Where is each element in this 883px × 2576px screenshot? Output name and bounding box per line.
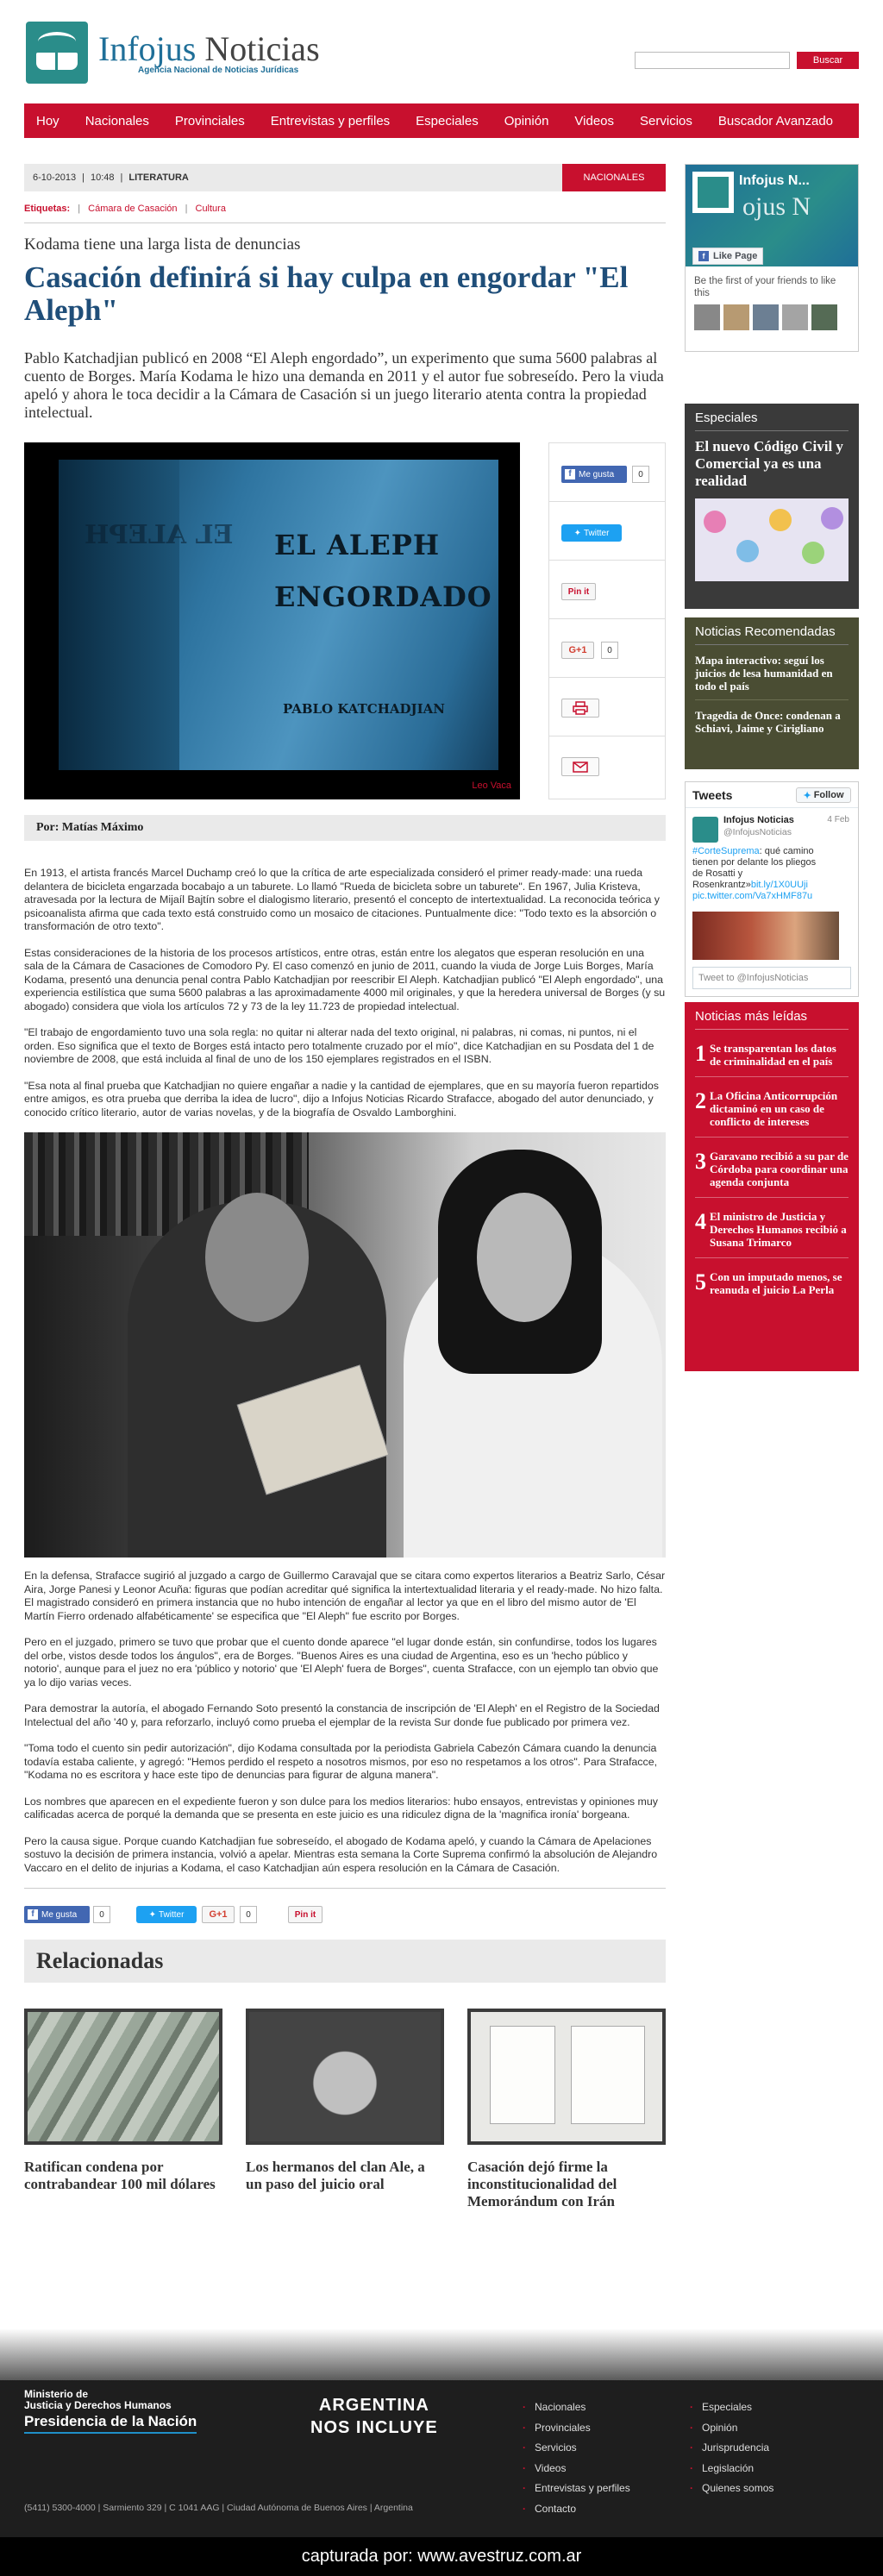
tweet-hashtag[interactable]: #CorteSuprema: [692, 846, 760, 856]
share-row-email: [549, 736, 665, 795]
especiales-headline-link[interactable]: El nuevo Código Civil y Comercial ya es una realidad: [695, 438, 843, 489]
article-paragraph: Pero la causa sigue. Porque cuando Katchadjian fue sobreseído, el abogado de Kodama apeló, y cuando la Cámara de Apelaciones sostuvo la decisión de primera instancia, volvió a apelar. Mientras esta semana la Corte Suprema confirmó la absolución de Alejandro Vaccaro en el delito de injurias a Kodama, el caso Katchadjian aún espera resolución en la Cámara de Casación.: [24, 1834, 658, 1874]
share-row-facebook: [549, 443, 665, 502]
article-tags: [24, 204, 666, 223]
facebook-like-page-button[interactable]: [692, 248, 763, 265]
photo-mirrored-title: EL ALEPH: [85, 520, 234, 550]
footer-links-col1: [523, 2397, 630, 2519]
twitter-bird-icon: ✦: [148, 1909, 156, 1920]
avatar[interactable]: [782, 304, 808, 330]
search-button[interactable]: Buscar: [797, 52, 859, 69]
envelope-icon: [573, 762, 588, 773]
avatar[interactable]: [753, 304, 779, 330]
related-item[interactable]: [24, 2009, 222, 2210]
mas-leidas-text: El ministro de Justicia y Derechos Humanos recibió a Susana Trimarco: [710, 1210, 847, 1249]
twitter-widget: [685, 781, 859, 997]
nav-especiales[interactable]: Especiales: [416, 113, 479, 128]
rank-number: 2: [695, 1088, 706, 1113]
twitter-bird-icon: ✦: [573, 528, 581, 538]
photo-man-head: [205, 1193, 309, 1322]
logo-subtitle: Agencia Nacional de Noticias Jurídicas: [138, 65, 299, 75]
article-paragraph: En la defensa, Strafacce sugirió al juzgado a cargo de Guillermo Caravajal que se citara como expertos literarios a Beatriz Sarlo, César Aira, Jorge Panesi y Leonor Acuña: figuras que podían acreditar qué significa la intertextualidad literaria y el ready-made. No hizo falta. El magistrado consideró en primera instancia que no hubo intención de engañar al lector ya que en el libro del mismo autor de 'El Martín Fierro ordenado alfabéticamente' se especifica que "El Aleph" fue escrito por Borges.: [24, 1570, 666, 1622]
like-page-label: Like Page: [713, 251, 758, 261]
avatar[interactable]: [694, 304, 720, 330]
nav-buscador-avanzado[interactable]: Buscador Avanzado: [717, 113, 834, 128]
search-form: [635, 52, 859, 69]
share-row-pinterest: [549, 561, 665, 619]
mas-leidas-text: Se transparentan los datos de criminalidad en el país: [710, 1042, 836, 1068]
rank-number: 1: [695, 1041, 706, 1066]
related-heading: Relacionadas: [24, 1940, 666, 1983]
recomendada-link[interactable]: Tragedia de Once: condenan a Schiavi, Jaime y Cirigliano: [695, 709, 841, 735]
googleplus-count: 0: [601, 642, 618, 659]
article-column: [24, 164, 666, 2210]
printer-icon: [573, 701, 588, 715]
tag-camara-de-casacion[interactable]: Cámara de Casación: [88, 204, 178, 214]
avatar[interactable]: [723, 304, 749, 330]
rank-number: 3: [695, 1149, 706, 1174]
footer-link-jurisprudencia[interactable]: · Jurisprudencia: [690, 2438, 773, 2459]
article-photo-borges-kodama[interactable]: [24, 1132, 666, 1558]
article-author: Por: Matías Máximo: [24, 815, 666, 841]
tweet-date[interactable]: 4 Feb: [827, 815, 849, 824]
section-tag-nacionales[interactable]: NACIONALES: [562, 164, 666, 191]
article-paragraph: "El trabajo de engordamiento tuvo una sola regla: no quitar ni alterar nada del texto original, ni palabras, ni comas, ni puntos, ni el orden. Eso significa que el texto de Borges está intacto pero totalmente cruzado por el mío", dice Katchadjian en su Posdata del 1 de noviembre de 2008, que está incluida al final de uno de los 150 ejemplares registrados en el ISBN.: [24, 1026, 654, 1065]
facebook-icon: f: [565, 469, 575, 479]
twitter-share-button[interactable]: [561, 524, 622, 542]
especiales-illustration[interactable]: [695, 498, 849, 581]
logo-word-noticias: Noticias: [204, 28, 320, 68]
tweet-pic-link[interactable]: pic.twitter.com/Va7xHMF87u: [692, 891, 813, 901]
facebook-icon: f: [698, 251, 709, 261]
nav-opinion[interactable]: Opinión: [504, 113, 549, 128]
mas-leidas-item[interactable]: [695, 1270, 849, 1305]
footer-link-quienes-somos[interactable]: · Quienes somos: [690, 2479, 773, 2499]
related-thumbnail-crowd: [246, 2009, 444, 2145]
especiales-title: Especiales: [695, 411, 849, 431]
footer-presidencia[interactable]: Presidencia de la Nación: [24, 2413, 197, 2434]
mas-leidas-title: Noticias más leídas: [695, 1009, 849, 1030]
photo-book-spine: [59, 460, 179, 770]
logo-word-infojus: Infojus: [98, 28, 197, 68]
facebook-like-count: 0: [632, 466, 649, 483]
footer-fade: [0, 2328, 883, 2380]
related-thumbnail-document: [467, 2009, 666, 2145]
article-lead: Pablo Katchadjian publicó en 2008 “El Aleph engordado”, un experimento que suma 5600 palabras al cuento de Borges. María Kodama le hizo una demanda en 2011 y el autor fue sobreseído. Pero la viuda apeló y ahora le toca decidir a la Cámara de Casación si un juego literario atenta contra la propiedad intelectual.: [24, 349, 664, 421]
pinterest-pin-button-bottom[interactable]: Pin it: [288, 1906, 323, 1923]
article-paragraph: Para demostrar la autoría, el abogado Fernando Soto presentó la constancia de inscripción de 'El Aleph' en el Registro de la Sociedad Intelectual del año '40 y, para reforzarlo, incluyó como prueba el ejemplar de la revista Sur donde fue publicado por primera vez.: [24, 1702, 660, 1728]
tweet-body: : qué camino tienen por delante los pliegos de Rosatti y Rosenkrantz»: [692, 846, 817, 890]
argentina-line2: NOS INCLUYE: [310, 2418, 438, 2437]
googleplus-button[interactable]: G+1: [561, 642, 594, 659]
logo-book-icon: [26, 22, 88, 84]
googleplus-count-bottom: 0: [240, 1906, 257, 1923]
logo-title: [98, 28, 320, 68]
article-headline: Casación definirá si hay culpa en engordar "El Aleph": [24, 260, 629, 327]
facebook-like-button[interactable]: [561, 466, 627, 483]
related-title: Los hermanos del clan Ale, a un paso del juicio oral: [246, 2159, 425, 2192]
tweet-text: [692, 846, 822, 902]
twitter-share-label: Twitter: [583, 528, 610, 538]
mas-leidas-box: [685, 1002, 859, 1371]
tweet-to-input[interactable]: Tweet to @InfojusNoticias: [692, 967, 851, 989]
email-button[interactable]: [561, 757, 599, 776]
twitter-follow-button[interactable]: [796, 787, 851, 803]
tweet-author-name[interactable]: Infojus Noticias: [723, 815, 794, 825]
tags-separator: |: [185, 204, 188, 214]
facebook-like-count-bottom: 0: [93, 1906, 110, 1923]
facebook-page-name: Infojus N...: [739, 173, 810, 188]
twitter-widget-title: Tweets: [686, 782, 858, 808]
facebook-friend-avatars: [686, 304, 858, 330]
footer-link-videos[interactable]: · Videos: [523, 2459, 630, 2479]
recomendadas-title: Noticias Recomendadas: [695, 624, 849, 645]
related-thumbnail-dollars: [24, 2009, 222, 2145]
site-logo[interactable]: [26, 22, 347, 84]
facebook-cover[interactable]: [686, 165, 858, 266]
footer-links-col2: [690, 2397, 773, 2499]
recomendadas-box: [685, 617, 859, 769]
mas-leidas-item[interactable]: [695, 1150, 849, 1198]
tweet-image[interactable]: [692, 912, 839, 960]
tag-cultura[interactable]: Cultura: [195, 204, 226, 214]
related-title: Casación dejó firme la inconstitucionalidad del Memorándum con Irán: [467, 2159, 617, 2209]
photo-book-title-line1: EL ALEPH: [274, 529, 441, 561]
twitter-share-button-bottom[interactable]: [136, 1906, 197, 1923]
footer-link-legislacion[interactable]: · Legislación: [690, 2459, 773, 2479]
facebook-friends-text: Be the first of your friends to like this: [694, 276, 836, 298]
facebook-page-widget: [685, 164, 859, 352]
article-paragraph: En 1913, el artista francés Marcel Duchamp creó lo que la crítica de arte especializada consideró el primer ready-made: una rueda delantera de bicicleta engarzada bocabajo a un taburete. Lo llamó "Rueda de bicicleta sobre un taburete". En 1967, Julia Kristeva, atravesada por la lectura de Mijaíl Bajtín sobre el dialogismo literario, presentó el concepto de intertextualidad. La reconocida teórica y psicoanalista afirma que cada texto está construido como un mosaico de citaciones. Puntualmente dice: "Todo texto es la absorción o transformación de otro texto".: [24, 867, 660, 932]
facebook-cover-word: ojus N: [742, 192, 811, 221]
related-item[interactable]: [246, 2009, 444, 2210]
article-paragraph: "Toma todo el cuento sin pedir autorización", dijo Kodama consultada por la periodista Gabriela Cabezón Cámara cuando la denuncia todavía estaba caliente, y agregó: "Hemos perdido el respeto a nosotros mismos, por eso no respetamos a los otros". Para Strafacce, "Kodama no es escritora y hace este tipo de denuncias para figurar de alguna manera".: [24, 1742, 658, 1781]
article-meta-bar: [24, 164, 666, 191]
article-paragraph: Pero en el juzgado, primero se tuvo que probar que el cuento donde aparece "el lugar donde están, sin confundirse, todos los lugares del orbe, vistos desde todos los ángulos", era de Borges. "Buenos Aires es una ciudad de Argentina, eso es un 'hecho público y notorio', aunque para el juez no era 'público y notorio' que 'El Aleph' fuera de Borges", cuenta Strafacce, con un ejemplo tan obvio que ya lo dijo varias veces.: [24, 1636, 659, 1689]
site-header: [0, 0, 883, 102]
search-input[interactable]: [635, 52, 790, 69]
nav-nacionales[interactable]: Nacionales: [85, 113, 149, 128]
argentina-line1: ARGENTINA: [318, 2396, 429, 2415]
googleplus-button-bottom[interactable]: G+1: [202, 1906, 235, 1923]
share-column: [548, 442, 666, 799]
share-row-twitter: [549, 502, 665, 561]
print-button[interactable]: [561, 699, 599, 718]
related-grid: [24, 2009, 666, 2210]
article-kicker: Kodama tiene una larga lista de denuncias: [24, 235, 301, 254]
tweet-link[interactable]: bit.ly/1X0UUji: [750, 880, 808, 890]
facebook-icon: f: [28, 1909, 38, 1920]
footer-link-contacto[interactable]: · Contacto: [523, 2499, 630, 2520]
related-item[interactable]: [467, 2009, 666, 2210]
mas-leidas-text: La Oficina Anticorrupción dictaminó en un caso de conflicto de intereses: [710, 1089, 838, 1128]
pinterest-pin-button[interactable]: Pin it: [561, 583, 596, 600]
footer-link-opinion[interactable]: · Opinión: [690, 2418, 773, 2439]
nav-entrevistas[interactable]: Entrevistas y perfiles: [270, 113, 391, 128]
capture-credit: capturada por: www.avestruz.com.ar: [0, 2537, 883, 2576]
rank-number: 5: [695, 1269, 706, 1294]
nav-provinciales[interactable]: Provinciales: [174, 113, 245, 128]
tweet-author-handle[interactable]: @InfojusNoticias: [723, 827, 792, 837]
mas-leidas-item[interactable]: [695, 1089, 849, 1138]
meta-separator: |: [120, 172, 123, 183]
footer-link-provinciales[interactable]: · Provinciales: [523, 2418, 630, 2439]
mas-leidas-text: Garavano recibió a su par de Córdoba para coordinar una agenda conjunta: [710, 1150, 849, 1188]
tweet: [686, 808, 858, 963]
article-date: 6-10-2013: [33, 172, 77, 183]
avatar[interactable]: [811, 304, 837, 330]
footer-argentina-logo[interactable]: [310, 2394, 438, 2439]
rank-number: 4: [695, 1209, 706, 1234]
nav-videos[interactable]: Videos: [574, 113, 615, 128]
site-footer: [0, 2380, 883, 2537]
sidebar: [685, 164, 859, 1371]
footer-link-entrevistas[interactable]: · Entrevistas y perfiles: [523, 2479, 630, 2499]
related-title: Ratifican condena por contrabandear 100 mil dólares: [24, 2159, 216, 2192]
footer-ministerio[interactable]: [24, 2389, 172, 2411]
main-nav: [24, 103, 859, 138]
facebook-like-button-bottom[interactable]: [24, 1906, 90, 1923]
mas-leidas-item[interactable]: [695, 1210, 849, 1258]
facebook-like-label: Me gusta: [41, 1909, 78, 1920]
photo-book-title-line2: ENGORDADO: [274, 580, 492, 613]
bottom-share-bar: [24, 1888, 666, 1933]
recomendada-link[interactable]: Mapa interactivo: seguí los juicios de lesa humanidad en todo el país: [695, 654, 849, 700]
twitter-share-label: Twitter: [158, 1909, 185, 1920]
facebook-like-label: Me gusta: [579, 469, 615, 479]
avatar[interactable]: [692, 817, 718, 843]
ministerio-line1: Ministerio de: [24, 2388, 89, 2400]
article-body: [24, 867, 666, 1875]
tags-separator: |: [78, 204, 81, 214]
footer-link-nacionales[interactable]: · Nacionales: [523, 2397, 630, 2418]
meta-separator: |: [82, 172, 85, 183]
twitter-follow-label: Follow: [813, 790, 844, 800]
twitter-bird-icon: ✦: [803, 790, 811, 801]
footer-address: (5411) 5300-4000 | Sarmiento 329 | C 1041 AAG | Ciudad Autónoma de Buenos Aires | Argentina: [24, 2503, 413, 2513]
article-time: 10:48: [91, 172, 115, 183]
article-paragraph: Estas consideraciones de la historia de los procesos artísticos, entre otras, están entre los alegatos que esperan resolución en una sala de la Cámara de Casaciones de Comodoro Py. El caso comenzó en junio de 2011, cuando la viuda de Jorge Luis Borges, María Kodama, presentó una denuncia penal contra Pablo Katchadjian por reescribir El Aleph. Katchadjian publicó "El Aleph engordado", una experiencia estilística que suma 5600 palabras a las aproximadamente 4000 mil originales, y que la heredera universal de Borges (y su abogado) considera que viola los artículos 72 y 73 de la ley 11.723 de propiedad intelectual.: [24, 946, 666, 1012]
nav-hoy[interactable]: Hoy: [36, 113, 59, 128]
photo-book-author: PABLO KATCHADJIAN: [283, 701, 445, 717]
footer-link-especiales[interactable]: · Especiales: [690, 2397, 773, 2418]
photo-credit: Leo Vaca: [472, 780, 511, 791]
nav-servicios[interactable]: Servicios: [640, 113, 692, 128]
article-main-photo[interactable]: [24, 442, 520, 799]
photo-woman-face: [477, 1193, 572, 1322]
share-row-print: [549, 678, 665, 736]
footer-link-servicios[interactable]: · Servicios: [523, 2438, 630, 2459]
logo-text: [98, 28, 320, 75]
article-paragraph: "Esa nota al final prueba que Katchadjian no quiere engañar a nadie y la cantidad de ejemplares, que en su mayoría fueron repartidos entre amigos, es otra prueba que derriba la idea de lucro", dijo a Infojus Noticias Ricardo Strafacce, abogado del autor denunciado, y conocido crítico literario, autor de varias novelas, y de la biografía de Osvaldo Lamborghini.: [24, 1079, 659, 1119]
ministerio-line2: Justicia y Derechos Humanos: [24, 2399, 172, 2411]
mas-leidas-item[interactable]: [695, 1042, 849, 1077]
media-row: [24, 442, 666, 805]
mas-leidas-text: Con un imputado menos, se reanuda el juicio La Perla: [710, 1270, 842, 1296]
tags-label: Etiquetas:: [24, 204, 71, 214]
article-category: LITERATURA: [128, 172, 189, 183]
article-paragraph: Los nombres que aparecen en el expediente fueron y son dulce para los medios literarios: hubo ensayos, entrevistas y opiniones muy calificadas acerca de porqué la demanda que se presenta en este juicio es una ridiculez digna de la 'magnifica ironía' borgeana.: [24, 1795, 658, 1821]
facebook-page-avatar: [692, 172, 734, 213]
share-row-googleplus: [549, 619, 665, 678]
especiales-box: [685, 404, 859, 609]
